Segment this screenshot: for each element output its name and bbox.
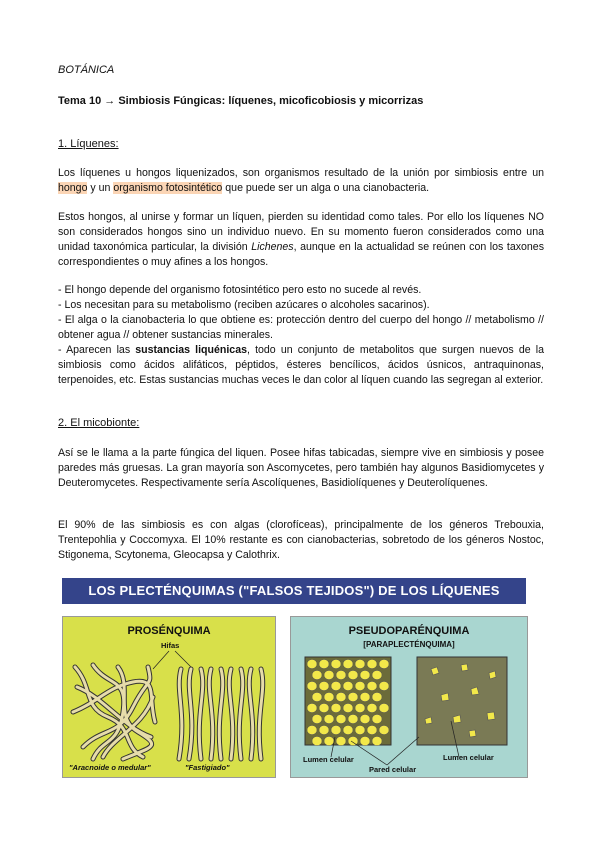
paraplectenquima-subtitle: [PARAPLECTÉNQUIMA] (363, 640, 455, 649)
bullet-1: - El hongo depende del organismo fotosintético pero esto no sucede al revés. (58, 284, 422, 296)
cell (331, 659, 341, 668)
figure-banner: LOS PLECTÉNQUIMAS ("FALSOS TEJIDOS") DE LOS LÍQUENES (62, 578, 526, 604)
cell (324, 692, 334, 701)
plectenquimas-figure (62, 578, 526, 784)
cell (348, 692, 358, 701)
cell (348, 736, 358, 745)
cell (348, 714, 358, 723)
pared-label: Pared celular (369, 765, 417, 774)
section2-paragraph1: Así se le llama a la parte fúngica del liquen. Posee hifas tabicadas, siempre vive en simbiosis y posee paredes más gruesas. La gran mayoría son Ascomycetes, pero también hay algunos Basidiomycetes y Deuteromycetes. Respectivamente sería Ascolíquenes, Basidiolíquenes y Deuterolíquenes. (58, 447, 544, 489)
cell (312, 714, 322, 723)
cell (348, 670, 358, 679)
pseudoparenquima-title: PSEUDOPARÉNQUIMA (348, 625, 470, 637)
cell (324, 736, 334, 745)
cell (355, 659, 365, 668)
cell (372, 670, 382, 679)
cell (355, 725, 365, 734)
cell (355, 681, 365, 690)
hyphae-illustration (63, 617, 275, 777)
prosenquima-panel (62, 616, 276, 778)
bullet-4: - Aparecen las sustancias liquénicas, todo un conjunto de metabolitos que surgen nuevos de la simbiosis como ácidos alifáticos, péptidos, ésteres bencílicos, ácidos úsnicos, antraquinonas, terpenoides, etc. Estas sustancias muchas veces le dan color al líquen cuando las segregan al exterior. (58, 344, 544, 386)
section2-paragraph2: El 90% de las simbiosis es con algas (clorofíceas), principalmente de los géneros Trebouxia, Trentepohlia y Coccomyxa. El 10% restante es con cianobacterias, sobretodo de los géneros Nostoc, Stigonema, Scytonema, Gleocapsa y Calothrix. (58, 519, 544, 561)
cell (307, 659, 317, 668)
section2-heading: 2. El micobionte: (58, 417, 140, 429)
cell (343, 725, 353, 734)
cell (307, 703, 317, 712)
cell (379, 659, 389, 668)
cell (367, 659, 377, 668)
cell (331, 725, 341, 734)
topic-title: Tema 10 → Simbiosis Fúngicas: líquenes, micoficobiosis y micorrizas (58, 95, 424, 107)
section1-paragraph2: Estos hongos, al unirse y formar un líquen, pierden su identidad como tales. Por ello los líquenes NO son considerados hongos sino un individuo nuevo. En su momento fueron considerados como una unidad taxonómica particular, la división Lichenes, aunque en la actualidad se reúnen con los taxones correspondientes o muy afines a los hongos. (58, 211, 544, 268)
cell (324, 670, 334, 679)
hifas-label: Hifas (161, 641, 180, 650)
bullet-2: - Los necesitan para su metabolismo (reciben azúcares o alcoholes sacarinos). (58, 299, 430, 311)
cell (379, 681, 389, 690)
cell (319, 659, 329, 668)
cell (331, 681, 341, 690)
highlight-hongo: hongo (58, 182, 88, 194)
highlight-organismo: organismo fotosintético (113, 182, 223, 194)
cell (360, 670, 370, 679)
section1-heading: 1. Líquenes: (58, 138, 119, 150)
aracnoide-label: "Aracnoide o medular" (69, 763, 151, 772)
pseudoparenquima-panel (290, 616, 528, 778)
cell (324, 714, 334, 723)
cell (360, 692, 370, 701)
cell (343, 681, 353, 690)
cell (336, 670, 346, 679)
cell (355, 703, 365, 712)
cell (336, 736, 346, 745)
cell (307, 681, 317, 690)
cell (319, 725, 329, 734)
bullet-3: - El alga o la cianobacteria lo que obtiene es: protección dentro del cuerpo del hongo // metabolismo // obtener agua // obtener sustancias minerales. (58, 314, 544, 341)
cell (367, 725, 377, 734)
cell (360, 714, 370, 723)
cell (319, 681, 329, 690)
cell (343, 659, 353, 668)
cell (307, 725, 317, 734)
lumen-label-right: Lumen celular (443, 753, 494, 762)
cell (360, 736, 370, 745)
cell (372, 692, 382, 701)
cell (312, 670, 322, 679)
cell (343, 703, 353, 712)
cell (336, 692, 346, 701)
fastigiado-label: "Fastigiado" (185, 763, 230, 772)
cell (312, 692, 322, 701)
cell (372, 736, 382, 745)
cell (331, 703, 341, 712)
cell (319, 703, 329, 712)
cell (367, 703, 377, 712)
prosenquima-title: PROSÉNQUIMA (127, 625, 211, 637)
cell (367, 681, 377, 690)
lumen-label-left: Lumen celular (303, 755, 354, 764)
cell (372, 714, 382, 723)
cell (379, 703, 389, 712)
cell (312, 736, 322, 745)
subject-label: BOTÁNICA (58, 64, 115, 76)
cell (336, 714, 346, 723)
section1-paragraph1: Los líquenes u hongos liquenizados, son organismos resultado de la unión por simbiosis entre un hongo y un organismo fotosintético que puede ser un alga o una cianobacteria. (58, 167, 544, 194)
cell (379, 725, 389, 734)
